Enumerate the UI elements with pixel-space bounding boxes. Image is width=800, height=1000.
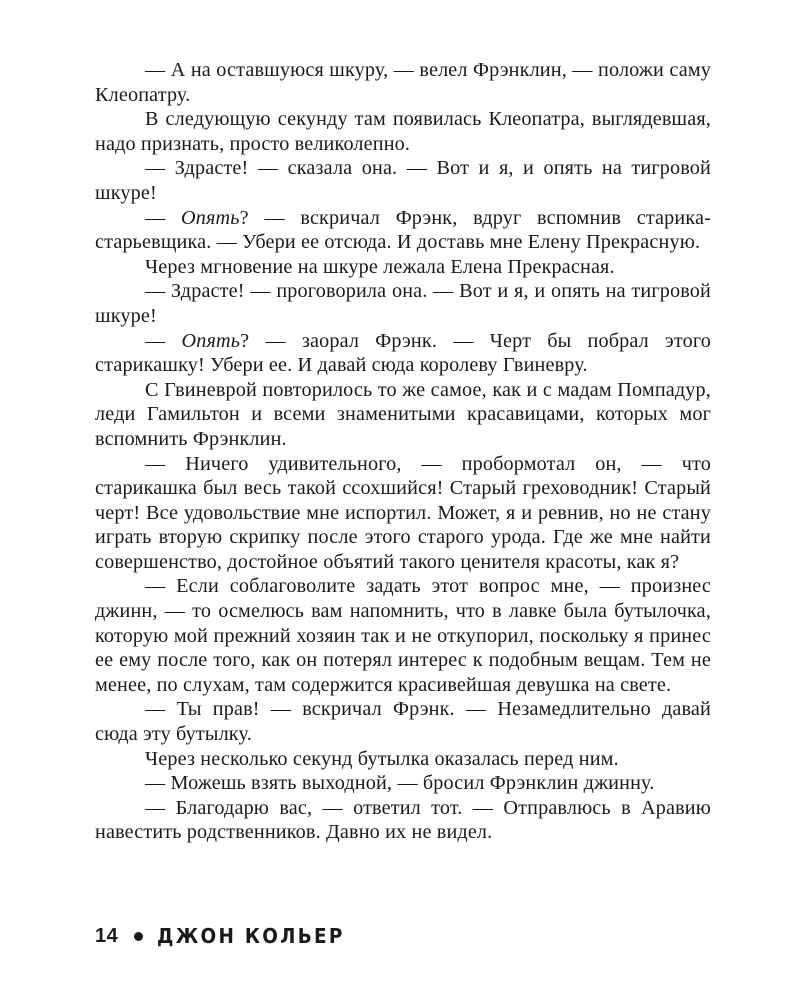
paragraph (95, 58, 711, 107)
page-number: 14 (95, 924, 119, 947)
paragraph-text: Через мгновение на шкуре лежала Елена Прекрасная. (145, 255, 615, 278)
paragraph (95, 156, 711, 205)
paragraph-text: С Гвиневрой повторилось то же самое, как и с мадам Помпадур, леди Гамильтон и всеми знаменитыми красавицами, которых мог вспомнить Фрэнклин. (95, 378, 711, 450)
paragraph (95, 574, 711, 697)
paragraph (95, 206, 711, 255)
italic-emphasis: Опять (181, 329, 241, 352)
paragraph-text: ? — заорал Фрэнк. — Черт бы побрал этого старикашку! Убери ее. И давай сюда королеву Гвиневру. (95, 329, 711, 377)
bullet-separator (134, 932, 143, 941)
paragraph-text: ? — вскричал Фрэнк, вдруг вспомнив старика-старьевщика. — Убери ее отсюда. И доставь мне Елену Прекрасную. (95, 206, 711, 254)
paragraph-text: — Здрасте! — сказала она. — Вот и я, и опять на тигровой шкуре! (95, 157, 711, 204)
paragraph (95, 771, 711, 796)
paragraph (95, 107, 711, 156)
paragraph-text: Через несколько секунд бутылка оказалась перед ним. (145, 747, 619, 770)
paragraph-text: — (145, 206, 182, 229)
paragraph (95, 255, 711, 280)
paragraph (95, 452, 711, 575)
paragraph-text: — Если соблаговолите задать этот вопрос мне, — произнес джинн, — то осмелюсь вам напомнить, что в лавке была бутылочка, которую мой прежний хозяин так и не откупорил, поскольку я принес ее ему после того, как он потерял интерес к подобным вещам. Тем не менее, по слухам, там содержится красивейшая девушка на свете. (95, 575, 711, 696)
running-footer (95, 924, 361, 948)
paragraph (95, 747, 711, 772)
paragraph-text: — (145, 329, 182, 352)
paragraph (95, 329, 711, 378)
paragraph-text: — Благодарю вас, — ответил тот. — Отправлюсь в Аравию навестить родственников. Давно их не видел. (95, 796, 711, 844)
paragraph-text: — Ничего удивительного, — пробормотал он, — что старикашка был весь такой ссохшийся! Старый греховодник! Старый черт! Все удовольствие мне испортил. Может, я и ревнив, но не стану играть вторую скрипку после этого старого урода. Где же мне найти совершенство, достойное объятий такого ценителя красоты, как я? (95, 452, 711, 573)
page-body (95, 58, 711, 845)
paragraph (95, 697, 711, 746)
paragraph-text: — Можешь взять выходной, — бросил Фрэнклин джинну. (145, 772, 655, 795)
paragraph-text: — А на оставшуюся шкуру, — велел Фрэнклин, — положи саму Клеопатру. (95, 59, 711, 106)
paragraph-text: — Ты прав! — вскричал Фрэнк. — Незамедлительно давай сюда эту бутылку. (95, 698, 711, 746)
italic-emphasis: Опять (181, 206, 240, 229)
paragraph-text: — Здрасте! — проговорила она. — Вот и я, и опять на тигровой шкуре! (95, 280, 711, 327)
paragraph (95, 378, 711, 452)
paragraph (95, 796, 711, 845)
paragraph-text: В следующую секунду там появилась Клеопатра, выглядевшая, надо признать, просто великолепно. (95, 108, 711, 155)
running-author: ДЖОН КОЛЬЕР (157, 924, 345, 948)
paragraph (95, 279, 711, 328)
